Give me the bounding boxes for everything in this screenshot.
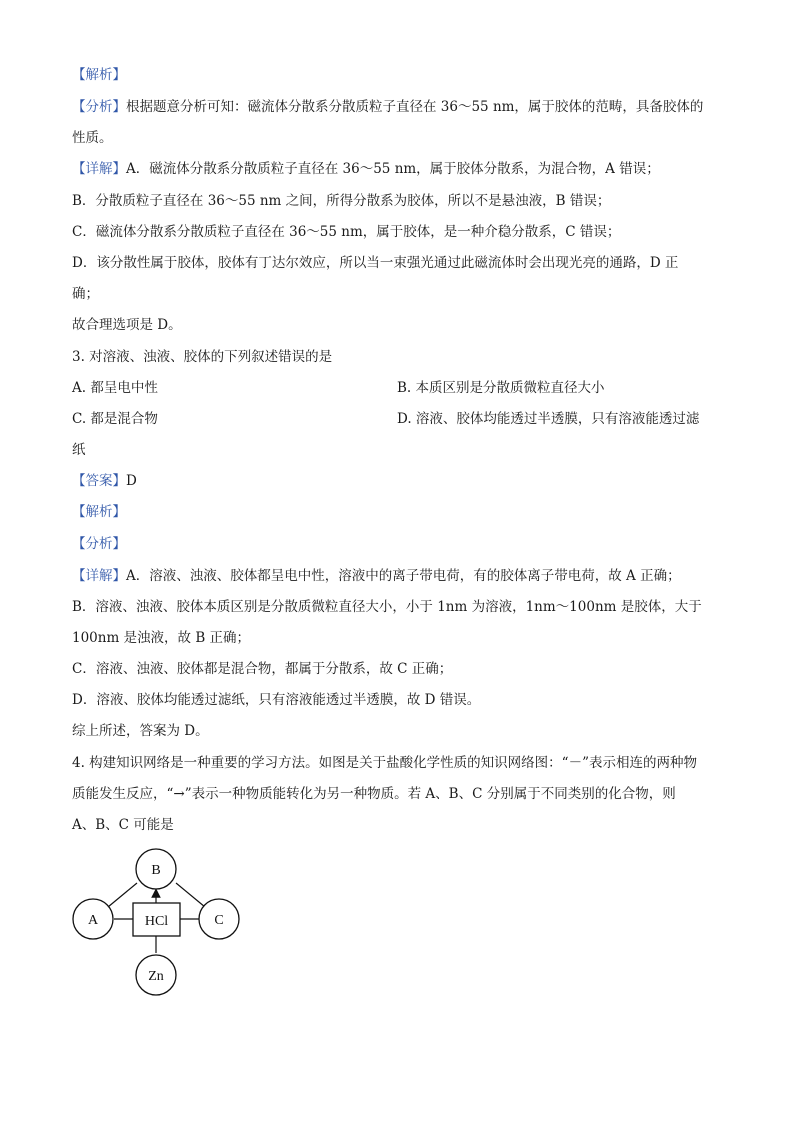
question-4-stem-end: A、B、C 可能是: [72, 817, 174, 833]
detail-q3-c-text: C．溶液、浊液、胶体都是混合物，都属于分散系，故 C 正确；: [72, 661, 453, 677]
detail-d-text: D．该分散性属于胶体，胶体有丁达尔效应，所以当一束强光通过此磁流体时会出现光亮的通路，D 正: [72, 255, 679, 271]
node-zn-label: Zn: [148, 969, 164, 984]
conclusion-text: 故合理选项是 D。: [72, 317, 182, 333]
fenxi-tag: 【分析】: [72, 99, 126, 115]
jiexi-heading-q3: 【解析】: [72, 504, 126, 520]
answer-value: D: [126, 473, 137, 489]
option-d-cont: 纸: [72, 442, 86, 458]
detail-b-text: B．分散质粒子直径在 36～55 nm 之间，所得分散系为胶体，所以不是悬浊液，B 错误；: [72, 193, 611, 209]
question-3-stem: 3. 对溶液、浊液、胶体的下列叙述错误的是: [72, 349, 333, 365]
option-d: D. 溶液、胶体均能透过半透膜，只有溶液能透过滤: [397, 411, 700, 427]
question-4-stem: 4. 构建知识网络是一种重要的学习方法。如图是关于盐酸化学性质的知识网络图：“－”表示相连的两种物: [72, 755, 697, 771]
option-b: B. 本质区别是分散质微粒直径大小: [397, 380, 605, 396]
node-c-label: C: [214, 913, 224, 928]
detail-a-text: A．磁流体分散系分散质粒子直径在 36～55 nm，属于胶体分散系，为混合物，A 错误；: [126, 161, 660, 177]
fenxi-heading-q3: 【分析】: [72, 536, 126, 552]
detail-c-text: C．磁流体分散系分散质粒子直径在 36～55 nm，属于胶体，是一种介稳分散系，C 错误；: [72, 224, 621, 240]
detail-q3-d-text: D．溶液、胶体均能透过滤纸，只有溶液能透过半透膜，故 D 错误。: [72, 692, 481, 708]
question-4-stem-cont: 质能发生反应，“→”表示一种物质能转化为另一种物质。若 A、B、C 分别属于不同类别的化合物，则: [72, 786, 676, 802]
detail-q3-a-text: A．溶液、浊液、胶体都呈电中性，溶液中的离子带电荷，有的胶体离子带电荷，故 A 正确；: [126, 568, 681, 584]
option-c: C. 都是混合物: [72, 411, 158, 427]
analysis-text: 根据题意分析可知：磁流体分散系分散质粒子直径在 36～55 nm，属于胶体的范畴，具备胶体的: [126, 99, 704, 115]
jiexi-heading: 【解析】: [72, 67, 126, 83]
detail-q3-b-text: B．溶液、浊液、胶体本质区别是分散质微粒直径大小，小于 1nm 为溶液，1nm～100nm 是胶体，大于: [72, 599, 702, 615]
xiangjie-tag: 【详解】: [72, 161, 126, 177]
node-b-label: B: [151, 863, 161, 878]
detail-d-text-cont: 确；: [72, 286, 99, 302]
xiangjie-tag-q3: 【详解】: [72, 568, 126, 584]
node-hcl-label: HCl: [144, 914, 169, 929]
answer-tag: 【答案】: [72, 473, 126, 489]
node-a-label: A: [87, 913, 99, 928]
conclusion-q3-text: 综上所述，答案为 D。: [72, 723, 209, 739]
option-a: A. 都呈电中性: [72, 380, 158, 396]
detail-q3-b-text-cont: 100nm 是浊液，故 B 正确；: [72, 630, 251, 646]
analysis-text-cont: 性质。: [72, 130, 113, 146]
